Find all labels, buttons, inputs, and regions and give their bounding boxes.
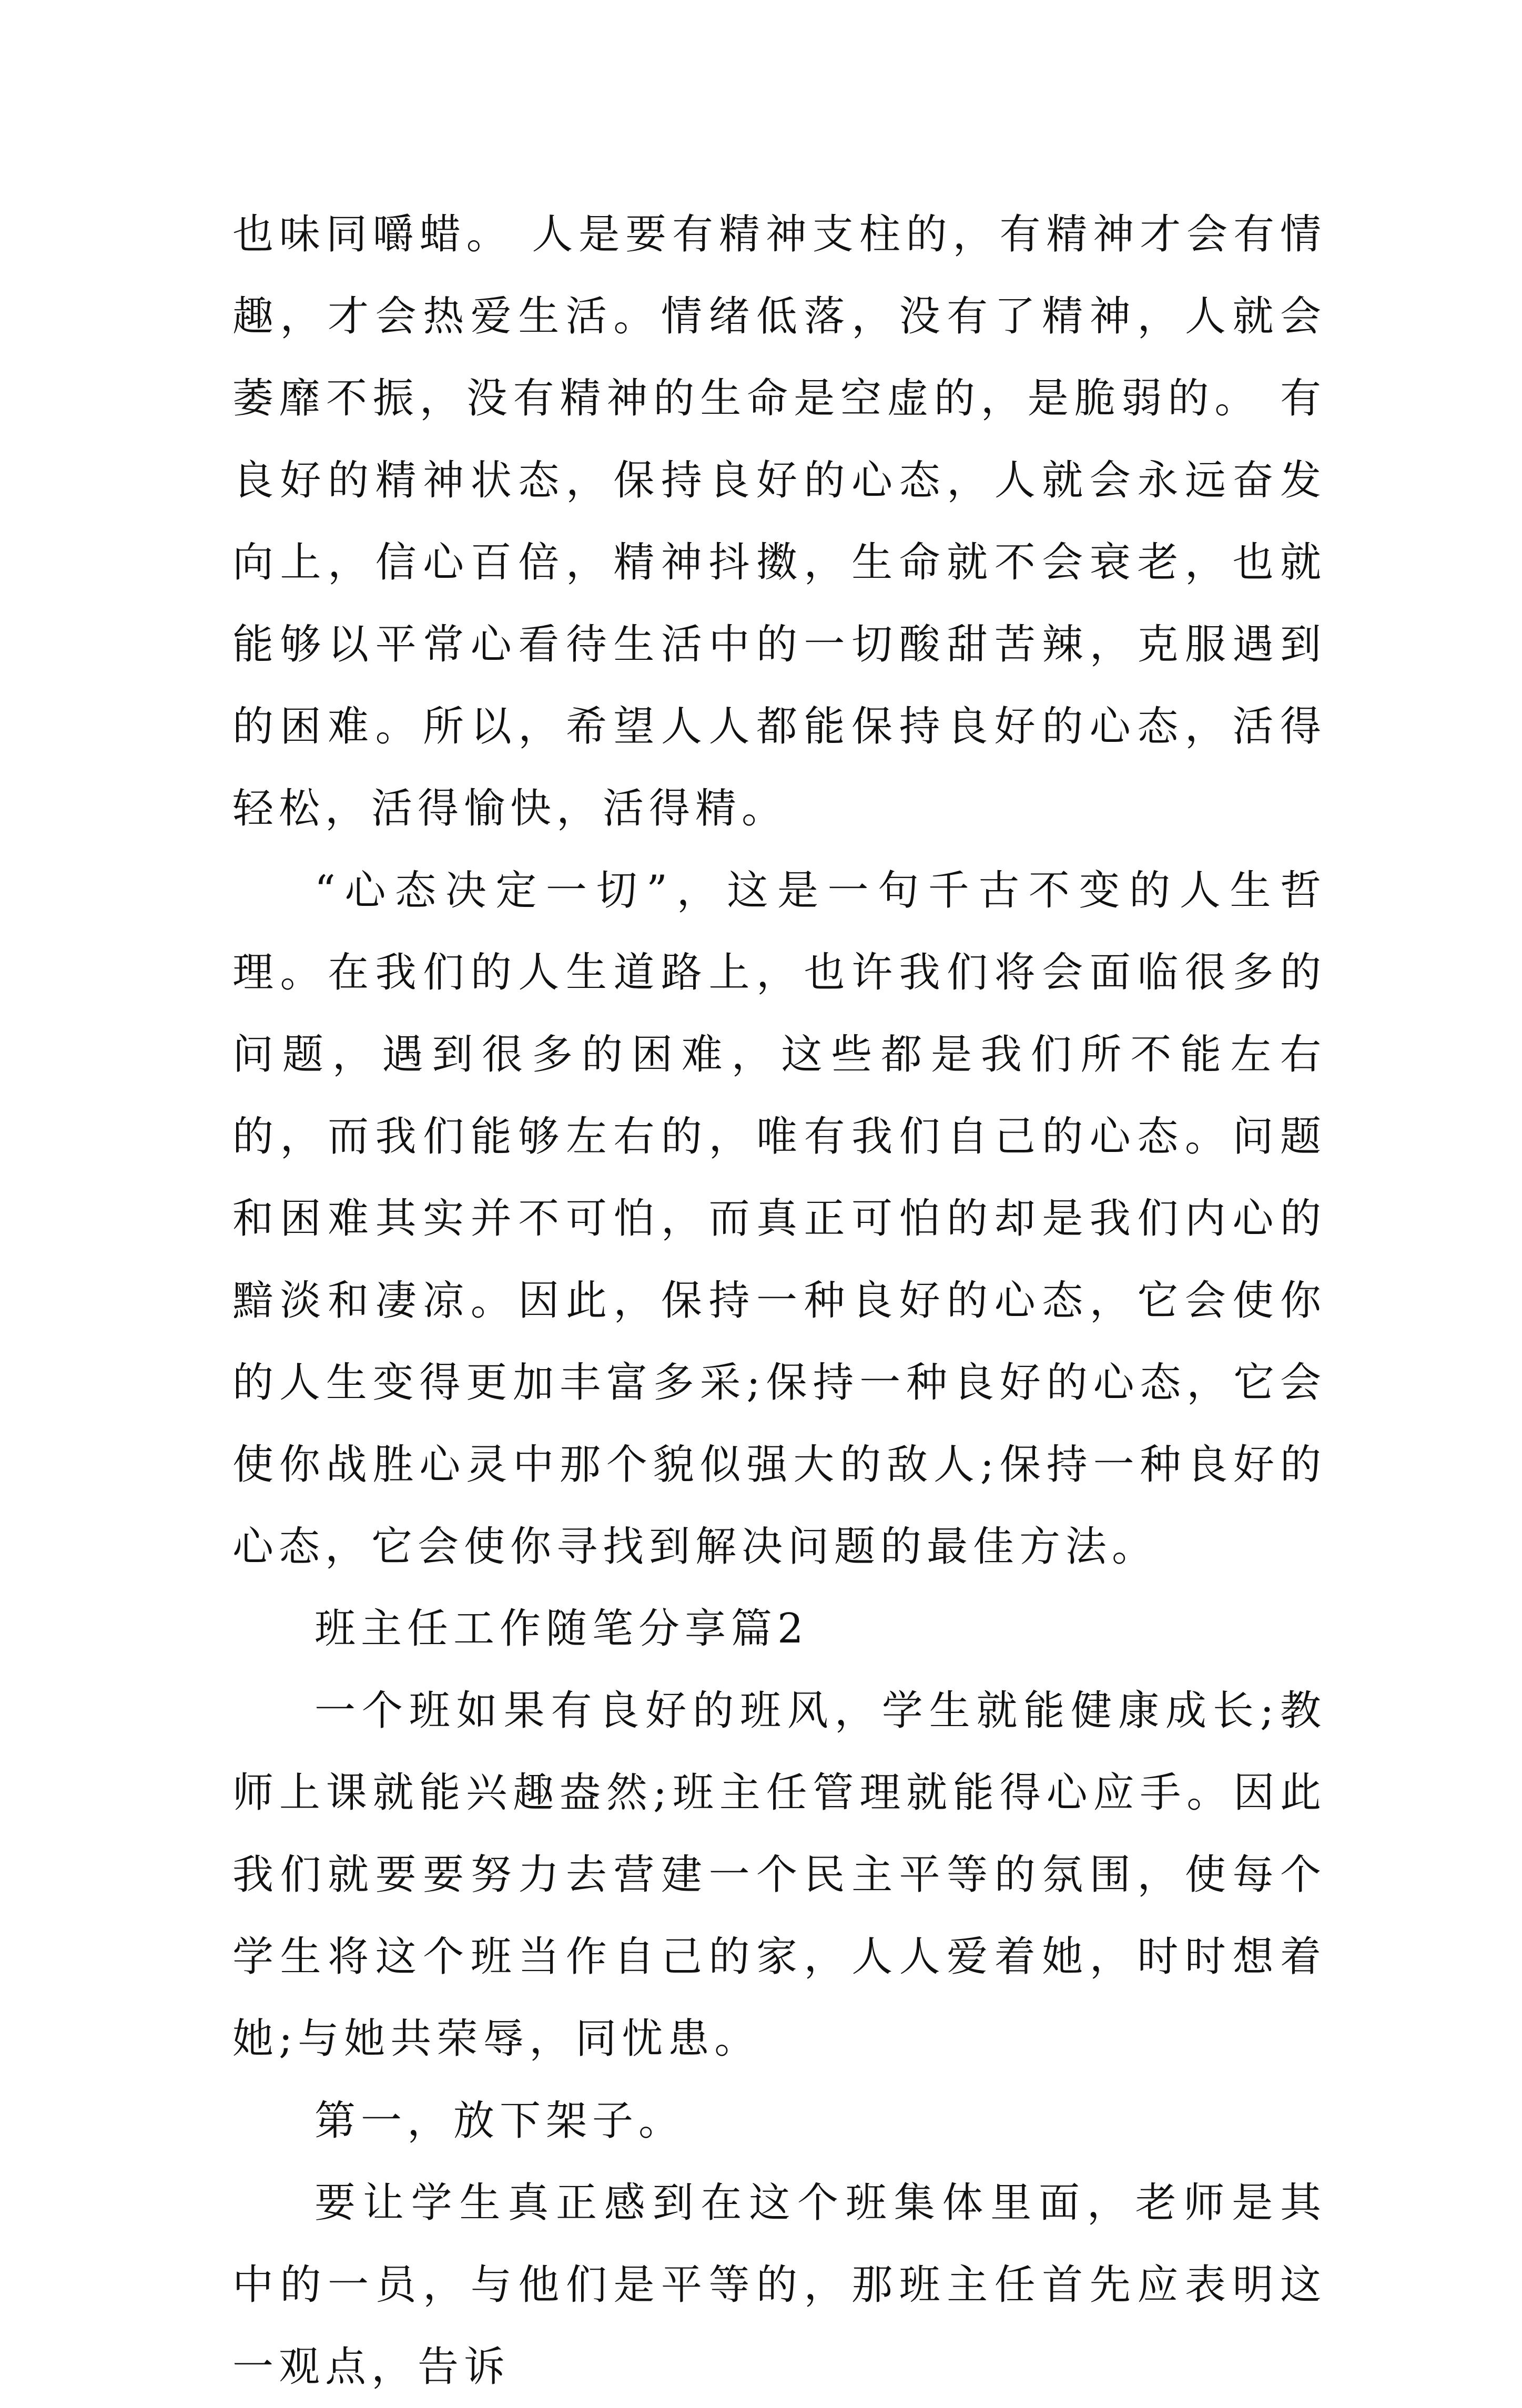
paragraph-2: “心态决定一切”，这是一句千古不变的人生哲理。在我们的人生道路上，也许我们将会面临很多的问题，遇到很多的困难，这些都是我们所不能左右的，而我们能够左右的，唯有我们自己的心态。问题和困难其实并不可怕，而真正可怕的却是我们内心的黯淡和凄凉。因此，保持一种良好的心态，它会使你的人生变得更加丰富多采;保持一种良好的心态，它会使你战胜心灵中那个貌似强大的敌人;保持一种良好的心态，它会使你寻找到解决问题的最佳方法。 — [232, 867, 1326, 1570]
paragraph-1: 也味同嚼蜡。 人是要有精神支柱的，有精神才会有情趣，才会热爱生活。情绪低落，没有了精神，人就会萎靡不振，没有精神的生命是空虚的，是脆弱的。 有良好的精神状态，保持良好的心态，人就会永远奋发向上，信心百倍，精神抖擞，生命就不会衰老，也就能够以平常心看待生活中的一切酸甜苦辣，克服遇到的困难。所以，希望人人都能保持良好的心态，活得轻松，活得愉快，活得精。 — [232, 211, 1326, 832]
section-heading: 班主任工作随笔分享篇2 — [314, 1605, 809, 1652]
paragraph-4: 第一，放下架子。 — [314, 2097, 685, 2145]
document-body — [232, 193, 1326, 2408]
paragraph-5: 要让学生真正感到在这个班集体里面，老师是其中的一员，与他们是平等的，那班主任首先应表明这一观点，告诉 — [232, 2179, 1326, 2391]
paragraph-3: 一个班如果有良好的班风，学生就能健康成长;教师上课就能兴趣盎然;班主任管理就能得心应手。因此我们就要要努力去营建一个民主平等的氛围，使每个学生将这个班当作自己的家，人人爱着她，时时想着她;与她共荣辱，同忧患。 — [232, 1687, 1326, 2063]
